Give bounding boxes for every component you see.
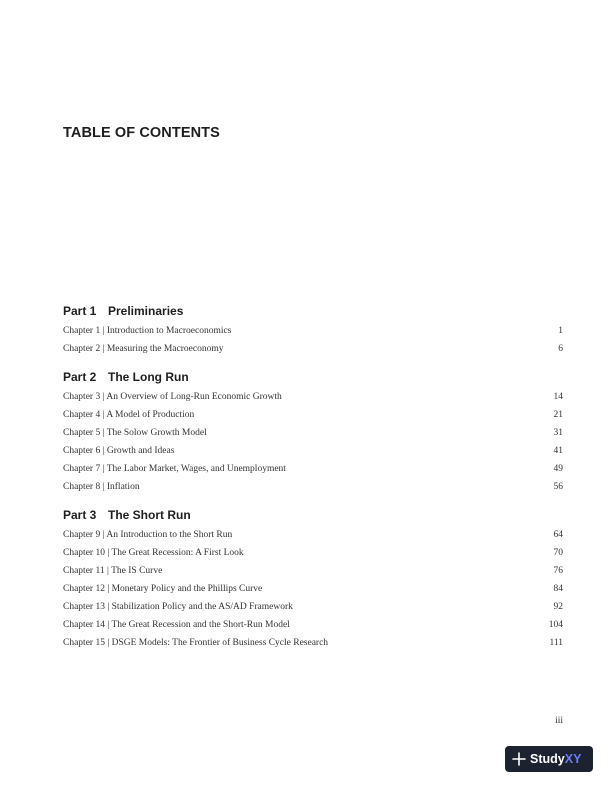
chapter-separator: | [107,548,110,558]
chapter-label: Chapter 13 [63,602,105,612]
part-2-section [63,367,563,496]
part-heading [63,505,563,525]
chapter-separator: | [102,464,105,474]
page-number: 70 [553,548,563,558]
page-number: 41 [553,446,563,456]
chapter-label: Chapter 15 [63,638,105,648]
chapter-title: DSGE Models: The Frontier of Business Cycle Research [111,638,329,648]
toc-row[interactable] [63,322,563,340]
chapter-label: Chapter 10 [63,548,105,558]
toc-row[interactable] [63,544,563,562]
plus-icon [512,752,526,766]
chapter-label: Chapter 4 [63,410,101,420]
page-title: TABLE OF CONTENTS [63,125,220,141]
toc-row[interactable] [63,460,563,478]
part-number: Part 1 [63,304,97,318]
chapter-separator: | [102,344,105,354]
page-folio: iii [555,716,563,726]
toc-row[interactable] [63,340,563,358]
chapter-entry [63,634,328,652]
chapter-separator: | [102,428,105,438]
part-heading [63,301,563,321]
toc-row[interactable] [63,526,563,544]
chapter-entry [63,424,207,442]
chapter-title: Measuring the Macroeconomy [106,344,224,354]
page-number: 6 [558,344,563,354]
toc-row[interactable] [63,442,563,460]
page-number: 92 [553,602,563,612]
toc-row[interactable] [63,616,563,634]
chapter-title: An Introduction to the Short Run [106,530,233,540]
page-number: 64 [553,530,563,540]
chapter-entry [63,406,194,424]
toc-row[interactable] [63,388,563,406]
chapter-title: The Great Recession and the Short-Run Model [111,620,290,630]
chapter-separator: | [102,530,105,540]
toc-row[interactable] [63,580,563,598]
part-number: Part 3 [63,508,97,522]
chapter-separator: | [107,620,110,630]
chapter-label: Chapter 8 [63,482,101,492]
chapter-label: Chapter 3 [63,392,101,402]
page-number: 31 [553,428,563,438]
chapter-label: Chapter 6 [63,446,101,456]
chapter-separator: | [102,482,105,492]
toc-row[interactable] [63,406,563,424]
page-number: 84 [553,584,563,594]
chapter-separator: | [102,410,105,420]
toc-row[interactable] [63,634,563,652]
chapter-label: Chapter 5 [63,428,101,438]
chapter-entry [63,460,286,478]
chapter-label: Chapter 14 [63,620,105,630]
studyxy-watermark[interactable] [505,746,593,772]
chapter-label: Chapter 11 [63,566,105,576]
chapter-entry [63,442,174,460]
chapter-label: Chapter 12 [63,584,105,594]
chapter-title: Growth and Ideas [106,446,175,456]
page-number: 21 [553,410,563,420]
page-number: 76 [553,566,563,576]
chapter-separator: | [106,566,109,576]
chapter-entry [63,562,162,580]
chapter-title: The IS Curve [111,566,163,576]
toc-row[interactable] [63,598,563,616]
chapter-title: An Overview of Long-Run Economic Growth [106,392,282,402]
part-title: The Short Run [108,508,191,522]
part-1-section [63,301,563,358]
chapter-separator: | [107,638,110,648]
chapter-separator: | [107,602,110,612]
brand-name: Study [530,752,565,766]
chapter-title: Stabilization Policy and the AS/AD Framework [111,602,293,612]
part-number: Part 2 [63,370,97,384]
chapter-separator: | [107,584,110,594]
page-number: 1 [558,326,563,336]
chapter-separator: | [102,326,105,336]
toc-row[interactable] [63,562,563,580]
chapter-title: The Solow Growth Model [106,428,207,438]
chapter-label: Chapter 9 [63,530,101,540]
chapter-entry [63,616,290,634]
chapter-title: The Labor Market, Wages, and Unemployment [106,464,286,474]
page-number: 14 [553,392,563,402]
chapter-entry [63,526,232,544]
page-number: 56 [553,482,563,492]
chapter-title: The Great Recession: A First Look [111,548,244,558]
chapter-title: Inflation [106,482,140,492]
chapter-entry [63,544,244,562]
chapter-label: Chapter 7 [63,464,101,474]
chapter-entry [63,388,282,406]
toc-row[interactable] [63,478,563,496]
page-number: 49 [553,464,563,474]
chapter-separator: | [102,392,105,402]
part-title: The Long Run [108,370,189,384]
chapter-title: Introduction to Macroeconomics [106,326,232,336]
chapter-title: A Model of Production [106,410,195,420]
part-heading [63,367,563,387]
chapter-label: Chapter 2 [63,344,101,354]
chapter-entry [63,322,231,340]
brand-accent-text: XY [564,752,582,766]
part-3-section [63,505,563,652]
chapter-entry [63,478,140,496]
page-number: 104 [548,620,563,630]
part-title: Preliminaries [108,304,184,318]
toc-row[interactable] [63,424,563,442]
chapter-entry [63,580,262,598]
chapter-separator: | [102,446,105,456]
chapter-entry [63,598,293,616]
chapter-entry [63,340,223,358]
page-number: 111 [549,638,563,648]
chapter-label: Chapter 1 [63,326,101,336]
chapter-title: Monetary Policy and the Phillips Curve [111,584,263,594]
